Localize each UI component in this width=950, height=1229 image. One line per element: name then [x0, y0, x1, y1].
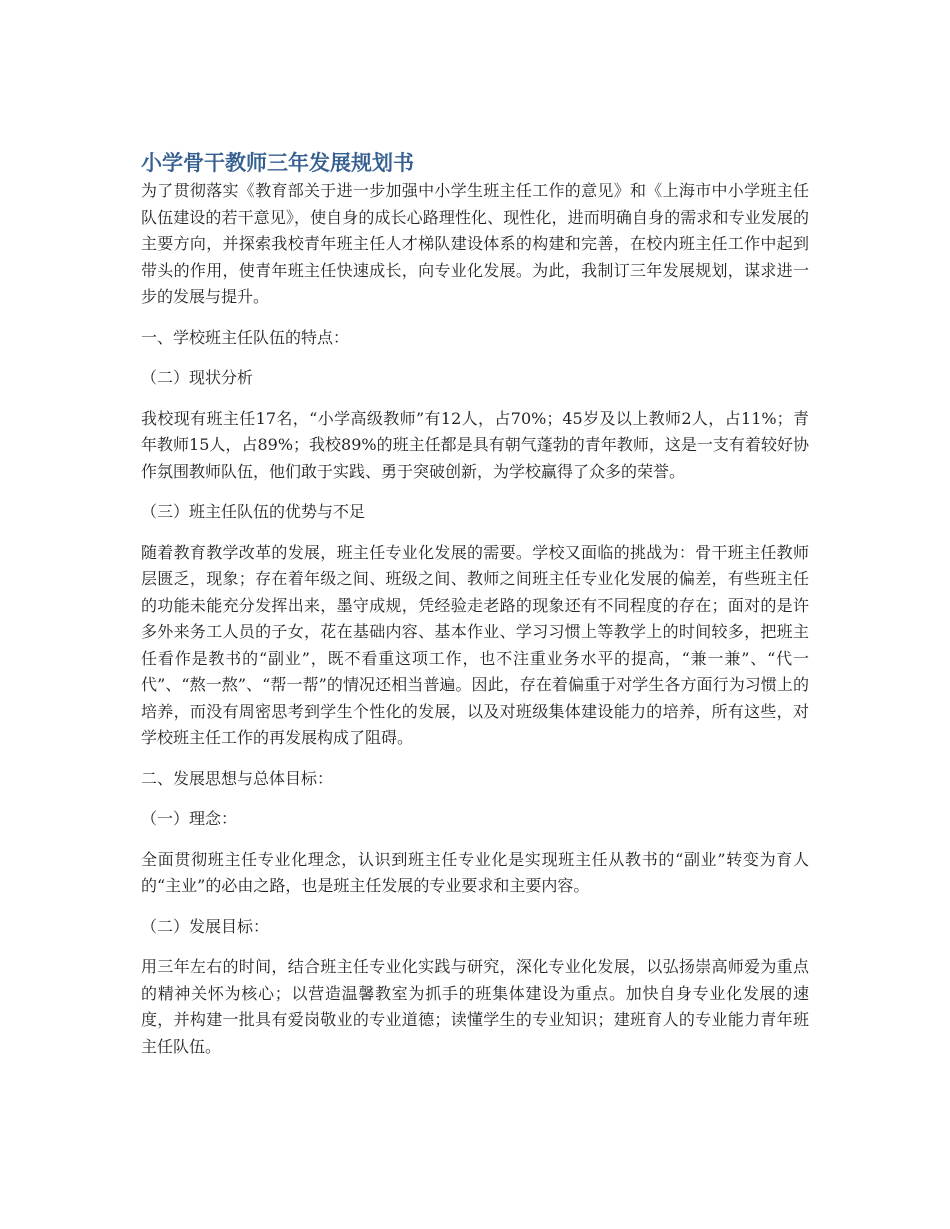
section1-sub2-paragraph: 我校现有班主任17名，“小学高级教师”有12人，占70%；45岁及以上教师2人，占11%；青年教师15人，占89%；我校89%的班主任都是具有朝气蓬勃的青年教师，这是一支有着较好协作氛围教师队伍，他们敢于实践、勇于突破创新，为学校赢得了众多的荣誉。 — [141, 408, 809, 481]
section2-sub2-paragraph: 用三年左右的时间，结合班主任专业化实践与研究，深化专业化发展，以弘扬崇高师爱为重点的精神关怀为核心；以营造温馨教室为抓手的班集体建设为重点。加快自身专业化发展的速度，并构建一批具有爱岗敬业的专业道德；读懂学生的专业知识；建班育人的专业能力青年班主任队伍。 — [141, 957, 809, 1056]
section2-sub2-heading: （二）发展目标： — [141, 916, 270, 936]
section1-sub2-heading: （二）现状分析 — [141, 368, 254, 387]
intro-paragraph: 为了贯彻落实《教育部关于进一步加强中小学生班主任工作的意见》和《上海市中小学班主任队伍建设的若干意见》，使自身的成长心路理性化、现性化，进而明确自身的需求和专业发展的主要方向，并探索我校青年班主任人才梯队建设体系的构建和完善，在校内班主任工作中起到带头的作用，使青年班主任快速成长，向专业化发展。为此，我制订三年发展规划，谋求进一步的发展与提升。 — [141, 181, 809, 306]
section2-sub1-paragraph: 全面贯彻班主任专业化理念，认识到班主任专业化是实现班主任从教书的“副业”转变为育人的“主业”的必由之路，也是班主任发展的专业要求和主要内容。 — [141, 849, 809, 895]
document-page — [141, 148, 809, 1074]
section1-sub3-heading: （三）班主任队伍的优势与不足 — [141, 502, 366, 521]
document-title: 小学骨干教师三年发展规划书 — [141, 151, 414, 175]
section2-sub1-heading: （一）理念： — [141, 809, 238, 828]
section1-heading: 一、学校班主任队伍的特点： — [141, 327, 350, 347]
section1-sub3-paragraph: 随着教育教学改革的发展，班主任专业化发展的需要。学校又面临的挑战为：骨干班主任教师层匮乏，现象；存在着年级之间、班级之间、教师之间班主任专业化发展的偏差，有些班主任的功能未能充分发挥出来，墨守成规，凭经验走老路的现象还有不同程度的存在；面对的是许多外来务工人员的子女，花在基础内容、基本作业、学习习惯上等教学上的时间较多，把班主任看作是教书的“副业”，既不看重这项工作，也不注重业务水平的提高，“兼一兼”、“代一代”、“熬一熬”、“帮一帮”的情况还相当普遍。因此，存在着偏重于对学生各方面行为习惯上的培养，而没有周密思考到学生个性化的发展，以及对班级集体建设能力的培养，所有这些，对学校班主任工作的再发展构成了阻碍。 — [141, 542, 809, 747]
section2-heading: 二、发展思想与总体目标： — [141, 768, 334, 788]
